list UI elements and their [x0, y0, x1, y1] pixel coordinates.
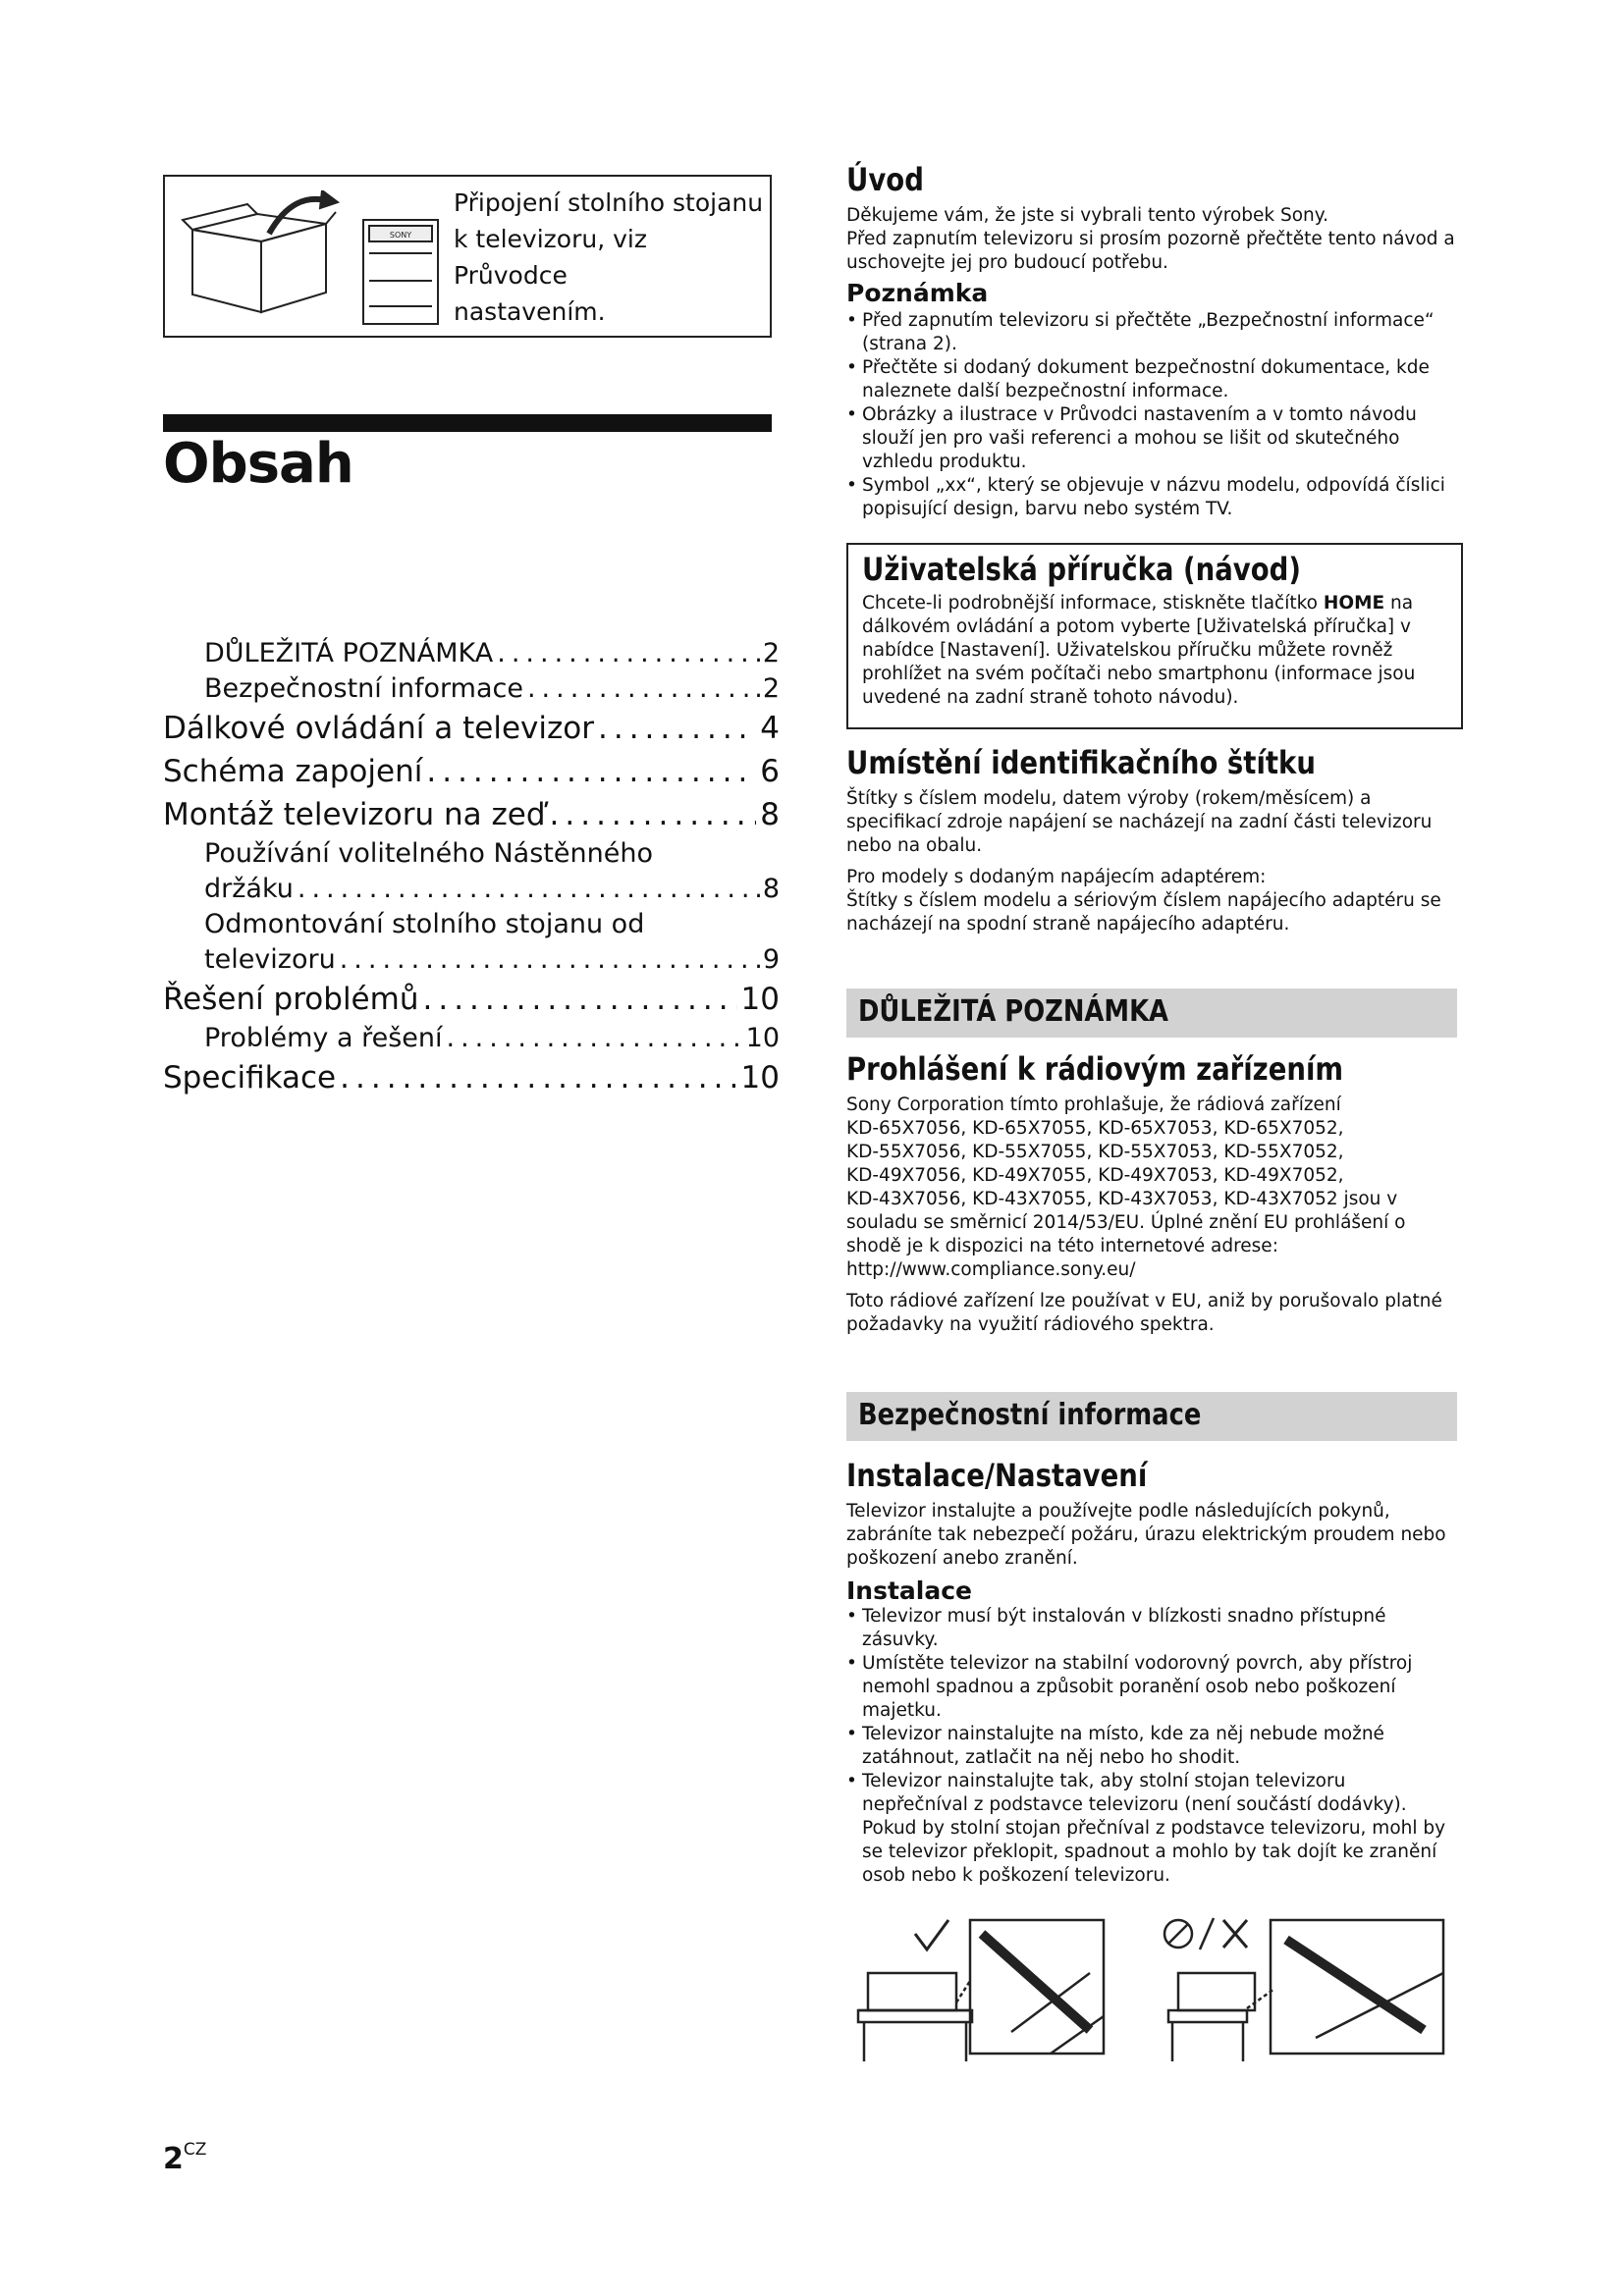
user-manual-box: [846, 543, 1463, 729]
label-section: [846, 744, 1455, 936]
user-manual-text: [862, 592, 1449, 710]
toc-row[interactable]: [163, 978, 780, 1021]
toc-row-label: Dálkové ovládání a televizor: [163, 711, 594, 746]
toc-leader-dots: [550, 793, 757, 836]
user-manual-text-b: na dálkovém ovládání a potom vyberte [Uživatelská příručka] v nabídce [Nastavení]. Uživatelskou příručku můžete rovněž prohlížet na svém počítači nebo smartphonu (informace jsou uvedené na zadní straně tohoto návodu).: [862, 593, 1416, 708]
toc-leader-dots: [497, 636, 750, 671]
intro-line: Před zapnutím televizoru si prosím pozorně přečtěte tento návod a uschovejte jej pro budoucí potřebu.: [846, 229, 1455, 273]
toc-row: [163, 907, 780, 942]
user-manual-heading: Uživatelská příručka (návod): [862, 551, 1301, 588]
toc-leader-dots: [298, 872, 750, 907]
tv-cabinet-left: [868, 1973, 956, 2010]
radio-declaration-line: KD-49X7056, KD-49X7055, KD-49X7053, KD-49X7052,: [846, 1165, 1344, 1186]
radio-declaration-url: http://www.compliance.sony.eu/: [846, 1259, 1136, 1280]
intro-section: [846, 161, 1455, 521]
radio-declaration-line: KD-65X7056, KD-65X7055, KD-65X7053, KD-65X7052,: [846, 1118, 1344, 1139]
installation-item: • Umístěte televizor na stabilní vodorovný povrch, aby přístroj nemohl spadnou a způsobit poranění osob nebo poškození majetku.: [846, 1652, 1455, 1723]
installation-sub-heading: Instalace: [846, 1576, 973, 1605]
toc-row-label: Používání volitelného Nástěnného: [204, 838, 653, 869]
stand-notice-text: [454, 185, 768, 330]
tv-box-and-guide-illustration: [179, 190, 444, 328]
toc-row-label: Montáž televizoru na zeď: [163, 797, 546, 832]
installation-item: • Televizor nainstalujte na místo, kde za něj nebude možné zatáhnout, zatlačit na něj nebo ho shodit.: [846, 1723, 1455, 1770]
installation-item: • Televizor nainstalujte tak, aby stolní stojan televizoru nepřečníval z podstavce televizoru (není součástí dodávky). Pokud by stolní stojan přečníval z podstavce televizoru, mohl by se televizor překlopit, spadnout a mohlo by tak dojít ke zranění osob nebo k poškození televizoru.: [846, 1770, 1455, 1888]
toc-row-page: .8: [754, 874, 780, 904]
radio-declaration-text: [846, 1094, 1455, 1282]
toc-row[interactable]: [163, 942, 780, 978]
radio-declaration-line: KD-43X7056, KD-43X7055, KD-43X7053, KD-43X7052 jsou v: [846, 1189, 1398, 1209]
toc-leader-dots: [340, 1056, 736, 1099]
label-paragraph: Štítky s číslem modelu, datem výroby (rokem/měsícem) a specifikací zdroje napájení se nacházejí na zadní části televizoru nebo na obalu.: [846, 788, 1433, 856]
toc-row-label: televizoru: [204, 944, 336, 975]
important-notice-banner: [846, 988, 1457, 1038]
important-notice-banner-title: DŮLEŽITÁ POZNÁMKA: [858, 994, 1169, 1029]
page-number: [163, 2140, 206, 2176]
toc-row: [163, 836, 780, 872]
radio-declaration-section: [846, 1050, 1455, 1337]
toc-row[interactable]: [163, 707, 780, 750]
toc-row-page: 6: [760, 754, 780, 789]
svg-text:SONY: SONY: [389, 231, 412, 240]
note-item: • Symbol „xx“, který se objevuje v názvu modelu, odpovídá číslici popisující design, barvu nebo systém TV.: [846, 474, 1455, 521]
toc-row-label: Problémy a řešení: [204, 1023, 443, 1053]
safety-banner-title: Bezpečnostní informace: [858, 1398, 1202, 1432]
stand-notice-line: k televizoru, viz Průvodce: [454, 225, 647, 290]
user-manual-text-a: Chcete-li podrobnější informace, stiskněte tlačítko: [862, 593, 1324, 614]
toc-row-label: Schéma zapojení: [163, 754, 423, 789]
toc-leader-dots: [426, 750, 756, 793]
note-heading: Poznámka: [846, 279, 989, 307]
toc-row-label: Odmontování stolního stojanu od: [204, 909, 645, 939]
table-of-contents: [163, 636, 780, 1099]
note-item: • Před zapnutím televizoru si přečtěte „Bezpečnostní informace“ (strana 2).: [846, 309, 1455, 356]
home-key-label: HOME: [1323, 593, 1385, 614]
radio-declaration-line: Sony Corporation tímto prohlašuje, že rádiová zařízení: [846, 1095, 1341, 1115]
toc-row-label: držáku: [204, 874, 294, 904]
note-item: • Obrázky a ilustrace v Průvodci nastavením a v tomto návodu slouží jen pro vaši referenci a mohou se lišit od skutečného vzhledu produktu.: [846, 403, 1455, 474]
toc-row[interactable]: [163, 1021, 780, 1056]
label-paragraph: Pro modely s dodaným napájecím adaptérem:: [846, 867, 1267, 887]
tv-cabinet-right: [1178, 1973, 1255, 2010]
installation-section: [846, 1457, 1455, 1888]
toc-row-page: .2: [754, 638, 780, 668]
radio-declaration-line: souladu se směrnicí 2014/53/EU. Úplné znění EU prohlášení o: [846, 1212, 1406, 1233]
installation-list: [846, 1605, 1455, 1888]
radio-spectrum-paragraph: Toto rádiové zařízení lze používat v EU, aniž by porušovalo platné požadavky na využití rádiového spektra.: [846, 1291, 1442, 1335]
toc-row-page: 8: [760, 797, 780, 832]
toc-leader-dots: [340, 942, 751, 978]
toc-row-label: Bezpečnostní informace: [204, 673, 523, 704]
toc-row-page: .2: [754, 673, 780, 704]
toc-row[interactable]: [163, 1056, 780, 1099]
toc-row[interactable]: [163, 636, 780, 671]
radio-declaration-line: KD-55X7056, KD-55X7055, KD-55X7053, KD-55X7052,: [846, 1142, 1344, 1162]
intro-line: Děkujeme vám, že jste si vybrali tento výrobek Sony.: [846, 205, 1328, 226]
toc-row-label: Řešení problémů: [163, 982, 419, 1017]
radio-declaration-heading: Prohlášení k rádiovým zařízením: [846, 1050, 1344, 1088]
label-heading: Umístění identifikačního štítku: [846, 744, 1316, 781]
stand-placement-illustration: [854, 1914, 1453, 2071]
toc-leader-dots: [447, 1021, 742, 1056]
toc-row-page: 10: [740, 1060, 780, 1095]
toc-row-label: Specifikace: [163, 1060, 337, 1095]
toc-row[interactable]: [163, 793, 780, 836]
toc-row-page: 4: [760, 711, 780, 746]
safety-banner: [846, 1392, 1457, 1441]
stand-notice-line: Připojení stolního stojanu: [454, 188, 764, 217]
toc-leader-dots: [598, 707, 756, 750]
toc-row-page: .9: [754, 944, 780, 975]
radio-declaration-line: shodě je k dispozici na této internetové adrese:: [846, 1236, 1278, 1256]
check-icon: [915, 1920, 948, 1949]
toc-leader-dots: [527, 671, 750, 707]
stand-notice-line: nastavením.: [454, 297, 606, 326]
page-number-suffix: CZ: [183, 2140, 207, 2160]
note-list: [846, 309, 1455, 521]
installation-paragraph: Televizor instalujte a používejte podle následujících pokynů, zabráníte tak nebezpečí požáru, úrazu elektrickým proudem nebo poškození anebo zranění.: [846, 1501, 1446, 1569]
toc-leader-dots: [422, 978, 736, 1021]
page-number-value: 2: [163, 2142, 184, 2176]
cross-icon: [1223, 1920, 1247, 1948]
toc-row[interactable]: [163, 872, 780, 907]
toc-title: Obsah: [163, 432, 353, 496]
toc-row-page: 10: [740, 982, 780, 1017]
installation-heading: Instalace/Nastavení: [846, 1457, 1148, 1494]
toc-row-label: DŮLEŽITÁ POZNÁMKA: [204, 638, 494, 668]
label-paragraph: Štítky s číslem modelu a sériovým číslem napájecího adaptéru se nacházejí na spodní straně napájecího adaptéru.: [846, 890, 1441, 934]
toc-title-bar: [163, 414, 772, 432]
stand-notice-box: [163, 175, 772, 338]
toc-row-page: 10: [745, 1023, 780, 1053]
intro-heading: Úvod: [846, 161, 924, 198]
toc-row[interactable]: [163, 671, 780, 707]
note-item: • Přečtěte si dodaný dokument bezpečnostní dokumentace, kde naleznete další bezpečnostní informace.: [846, 356, 1455, 403]
installation-item: • Televizor musí být instalován v blízkosti snadno přístupné zásuvky.: [846, 1605, 1455, 1652]
toc-row[interactable]: [163, 750, 780, 793]
